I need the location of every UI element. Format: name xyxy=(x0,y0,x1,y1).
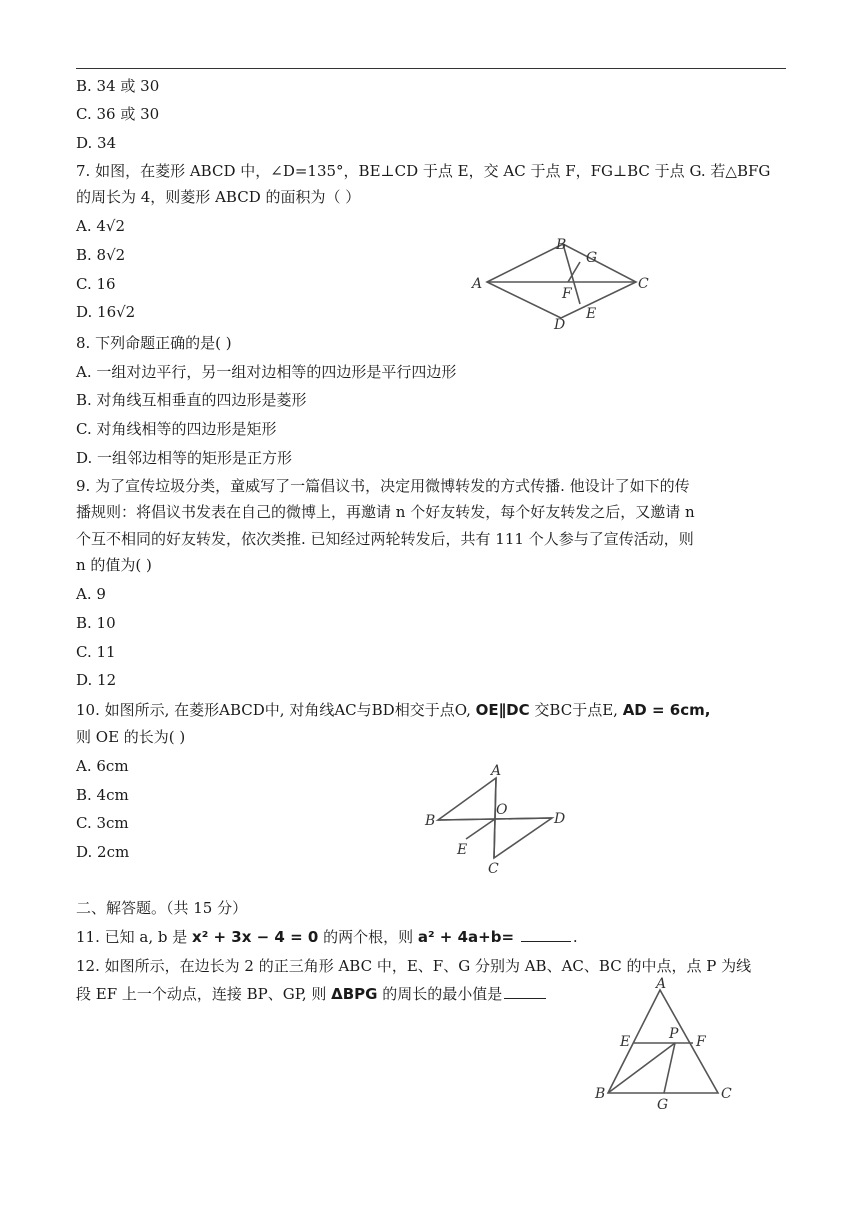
label-c-q10: C xyxy=(488,861,499,877)
section-heading: 二、解答题。（共 15 分） xyxy=(76,899,248,917)
q9-stem-line3: 个互不相同的好友转发，依次类推. 已知经过两轮转发后，共有 111 个人参与了宣传活动，则 xyxy=(76,530,694,548)
q8-option-c: C. 对角线相等的四边形是矩形 xyxy=(76,420,277,438)
label-c-q12: C xyxy=(721,1086,732,1102)
triangle-figure-q12 xyxy=(590,976,750,1111)
header-rule xyxy=(76,68,786,69)
q12-stem-line2 xyxy=(76,984,548,1004)
q11-period: . xyxy=(572,928,578,946)
q10-option-a: A. 6cm xyxy=(76,757,129,775)
label-g-q12: G xyxy=(657,1097,669,1113)
q9-option-b: B. 10 xyxy=(76,614,116,632)
q12-triangle-bpg: ΔBPG xyxy=(331,985,378,1003)
label-a-q7: A xyxy=(472,276,483,292)
label-e-q7: E xyxy=(586,306,597,322)
q12-stem-line1: 12. 如图所示，在边长为 2 的正三角形 ABC 中，E、F、G 分别为 AB、AC、BC 的中点，点 P 为线 xyxy=(76,957,752,975)
label-b-q7: B xyxy=(556,237,567,253)
label-a-q12: A xyxy=(656,976,667,992)
q8-stem: 8. 下列命题正确的是( ) xyxy=(76,334,232,352)
q9-stem-line1: 9. 为了宣传垃圾分类，童威写了一篇倡议书，决定用微博转发的方式传播. 他设计了如下的传 xyxy=(76,477,690,495)
diagonal-ac-q10 xyxy=(494,778,496,858)
q9-stem-line2: 播规则：将倡议书发表在自己的微博上，再邀请 n 个好友转发，每个好友转发之后，又邀请 n xyxy=(76,503,695,521)
q8-option-b: B. 对角线互相垂直的四边形是菱形 xyxy=(76,391,307,409)
q10-text-part2: 交BC于点E, xyxy=(534,701,618,719)
q10-stem-line2: 则 OE 的长为( ) xyxy=(76,728,186,746)
q10-math-parallel: OE∥DC xyxy=(475,701,530,719)
q9-stem-line4: n 的值为( ) xyxy=(76,556,152,574)
q11-text-part2: 的两个根，则 xyxy=(323,928,414,946)
label-e-q10: E xyxy=(457,842,468,858)
segment-fg-q7 xyxy=(568,262,580,282)
q7-stem-line2: 的周长为 4，则菱形 ABCD 的面积为（ ） xyxy=(76,188,361,206)
q10-stem-line1 xyxy=(76,700,710,720)
q12-answer-blank[interactable] xyxy=(504,984,546,999)
label-b-q12: B xyxy=(595,1086,606,1102)
q8-option-a: A. 一组对边平行，另一组对边相等的四边形是平行四边形 xyxy=(76,363,457,381)
label-f-q12: F xyxy=(696,1034,706,1050)
label-g-q7: G xyxy=(586,250,598,266)
q8-option-d: D. 一组邻边相等的矩形是正方形 xyxy=(76,449,293,467)
q7-option-a: A. 4√2 xyxy=(76,217,126,235)
q10-math-length: AD = 6cm, xyxy=(622,701,711,719)
q10-text-part1: 10. 如图所示, 在菱形ABCD中, 对角线AC与BD相交于点O, xyxy=(76,701,471,719)
q12-text-part2: 的周长的最小值是 xyxy=(382,985,503,1003)
q10-option-c: C. 3cm xyxy=(76,814,129,832)
q9-option-c: C. 11 xyxy=(76,643,116,661)
q11-text-part1: 11. 已知 a, b 是 xyxy=(76,928,188,946)
q10-option-d: D. 2cm xyxy=(76,843,130,861)
q7-option-d: D. 16√2 xyxy=(76,303,136,321)
rhombus-abcd-q7 xyxy=(487,244,636,318)
q7-option-c: C. 16 xyxy=(76,275,116,293)
label-a-q10: A xyxy=(491,763,502,779)
q11-answer-blank[interactable] xyxy=(521,927,571,942)
q6-option-b: B. 34 或 30 xyxy=(76,77,160,95)
segment-oe-q10 xyxy=(466,819,495,839)
q9-option-a: A. 9 xyxy=(76,585,106,603)
q7-option-b: B. 8√2 xyxy=(76,246,126,264)
label-p-q12: P xyxy=(669,1026,679,1042)
q9-option-d: D. 12 xyxy=(76,671,117,689)
label-e-q12: E xyxy=(620,1034,631,1050)
q7-stem-line1: 7. 如图，在菱形 ABCD 中，∠D=135°，BE⊥CD 于点 E，交 AC 于点 F，FG⊥BC 于点 G. 若△BFG xyxy=(76,162,771,180)
label-d-q10: D xyxy=(554,811,566,827)
q6-option-c: C. 36 或 30 xyxy=(76,105,160,123)
label-f-q7: F xyxy=(562,286,572,302)
q10-option-b: B. 4cm xyxy=(76,786,129,804)
rhombus-figure-q7 xyxy=(470,232,660,332)
label-c-q7: C xyxy=(638,276,649,292)
rhombus-figure-q10 xyxy=(420,762,580,882)
label-b-q10: B xyxy=(425,813,436,829)
label-o-q10: O xyxy=(496,802,508,818)
q11-expression: a² + 4a+b= xyxy=(417,928,515,946)
q12-text-part1: 段 EF 上一个动点，连接 BP、GP, 则 xyxy=(76,985,327,1003)
label-d-q7: D xyxy=(554,317,566,333)
q11-equation: x² + 3x − 4 = 0 xyxy=(192,928,319,946)
q6-option-d: D. 34 xyxy=(76,134,117,152)
q11-stem xyxy=(76,927,578,947)
